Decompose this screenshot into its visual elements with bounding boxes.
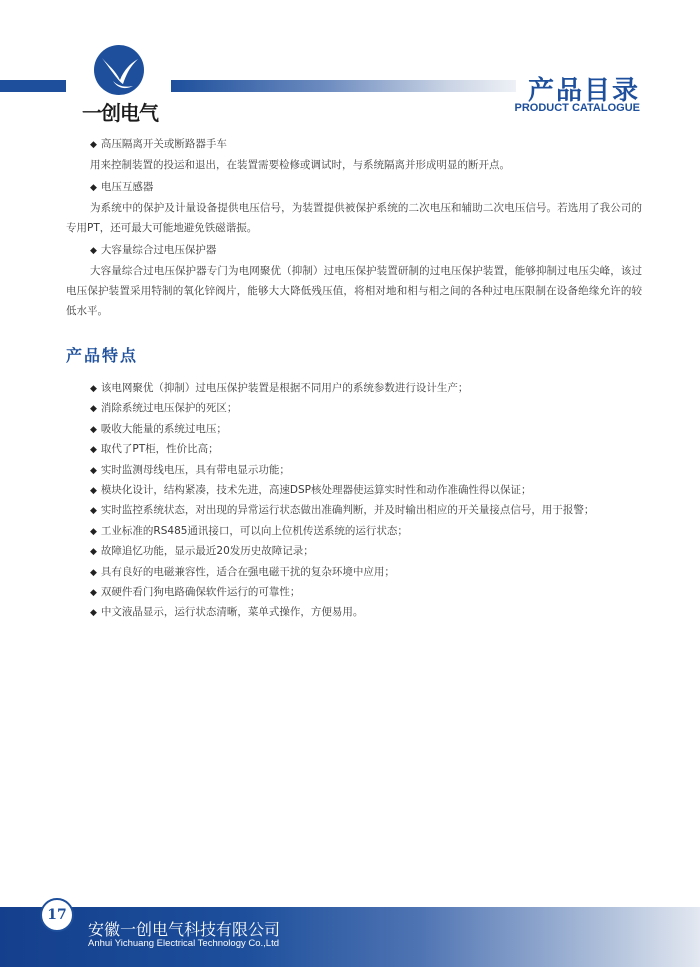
diamond-bullet-icon: ◆ (90, 587, 97, 598)
intro-content (66, 132, 642, 321)
feature-text: 中文液晶显示，运行状态清晰，菜单式操作，方便易用。 (100, 606, 364, 619)
feature-item (90, 460, 650, 480)
feature-text: 双硬件看门狗电路确保软件运行的可靠性； (100, 585, 301, 598)
feature-text: 该电网聚优（抑制）过电压保护装置是根据不同用户的系统参数进行设计生产； (100, 382, 469, 394)
diamond-bullet-icon: ◆ (90, 404, 97, 415)
component-description: 大容量综合过电压保护器专门为电网聚优（抑制）过电压保护装置研制的过电压保护装置，能够抑制过电压尖峰，该过电压保护装置采用特制的氧化锌阀片，能够大大降低残压值，将相对地和相与相之间的各种过电压限制在设备绝缘允许的较低水平。 (66, 265, 642, 317)
feature-text: 取代了PT柜，性价比高； (100, 443, 219, 456)
catalogue-title-en: PRODUCT CATALOGUE (514, 102, 640, 114)
component-heading: ◆ 大容量综合过电压保护器 (66, 240, 642, 261)
feature-item (90, 500, 650, 520)
component-heading: ◆ 电压互感器 (66, 177, 642, 198)
header-bar-left (0, 80, 66, 92)
diamond-bullet-icon: ◆ (90, 608, 97, 619)
feature-text: 吸收大能量的系统过电压； (100, 422, 227, 435)
feature-item (90, 602, 650, 622)
diamond-bullet-icon: ◆ (90, 445, 97, 456)
feature-item (90, 582, 650, 602)
diamond-bullet-icon: ◆ (90, 567, 97, 578)
logo-text: 一创电气 (82, 101, 158, 125)
company-logo (70, 40, 170, 130)
feature-item (90, 378, 650, 398)
feature-item (90, 541, 650, 561)
diamond-bullet-icon: ◆ (90, 424, 97, 435)
component-description: 为系统中的保护及计量设备提供电压信号，为装置提供被保护系统的二次电压和辅助二次电压信号。若选用了我公司的专用PT，还可最大可能地避免铁磁谐振。 (66, 202, 642, 234)
feature-item (90, 398, 650, 418)
features-list (90, 378, 650, 623)
feature-text: 故障追忆功能，显示最近20发历史故障记录； (100, 545, 314, 558)
diamond-bullet-icon: ◆ (90, 506, 97, 517)
diamond-bullet-icon: ◆ (90, 384, 97, 394)
feature-text: 模块化设计，结构紧凑，技术先进，高速DSP核处理器使运算实时性和动作准确性得以保证； (100, 483, 532, 496)
footer-company-cn: 安徽一创电气科技有限公司 (88, 920, 281, 939)
feature-item (90, 562, 650, 582)
diamond-bullet-icon: ◆ (90, 465, 97, 476)
feature-text: 实时监测母线电压，具有带电显示功能； (100, 463, 290, 476)
page-number: 17 (40, 898, 74, 932)
component-heading: ◆ 高压隔离开关或断路器手车 (66, 134, 642, 155)
feature-text: 具有良好的电磁兼容性，适合在强电磁干扰的复杂环境中应用； (100, 565, 395, 578)
diamond-bullet-icon: ◆ (90, 547, 97, 558)
footer-company-en: Anhui Yichuang Electrical Technology Co.,Ltd (88, 938, 280, 949)
feature-text: 工业标准的RS485通讯接口，可以向上位机传送系统的运行状态； (100, 524, 408, 537)
feature-text: 实时监控系统状态，对出现的异常运行状态做出准确判断，并及时输出相应的开关量接点信号，用于报警； (100, 504, 595, 517)
feature-item (90, 521, 650, 541)
diamond-bullet-icon: ◆ (90, 526, 97, 537)
feature-text: 消除系统过电压保护的死区； (100, 402, 238, 415)
feature-item (90, 419, 650, 439)
feature-item (90, 480, 650, 500)
component-description: 用来控制装置的投运和退出，在装置需要检修或调试时，与系统隔离并形成明显的断开点。 (90, 159, 510, 171)
logo-swallow-icon (93, 44, 145, 96)
features-section-title: 产品特点 (66, 346, 139, 365)
feature-item (90, 439, 650, 459)
catalogue-title-cn: 产品目录 (527, 76, 640, 106)
header-bar-right (171, 80, 516, 92)
diamond-bullet-icon: ◆ (90, 485, 97, 496)
